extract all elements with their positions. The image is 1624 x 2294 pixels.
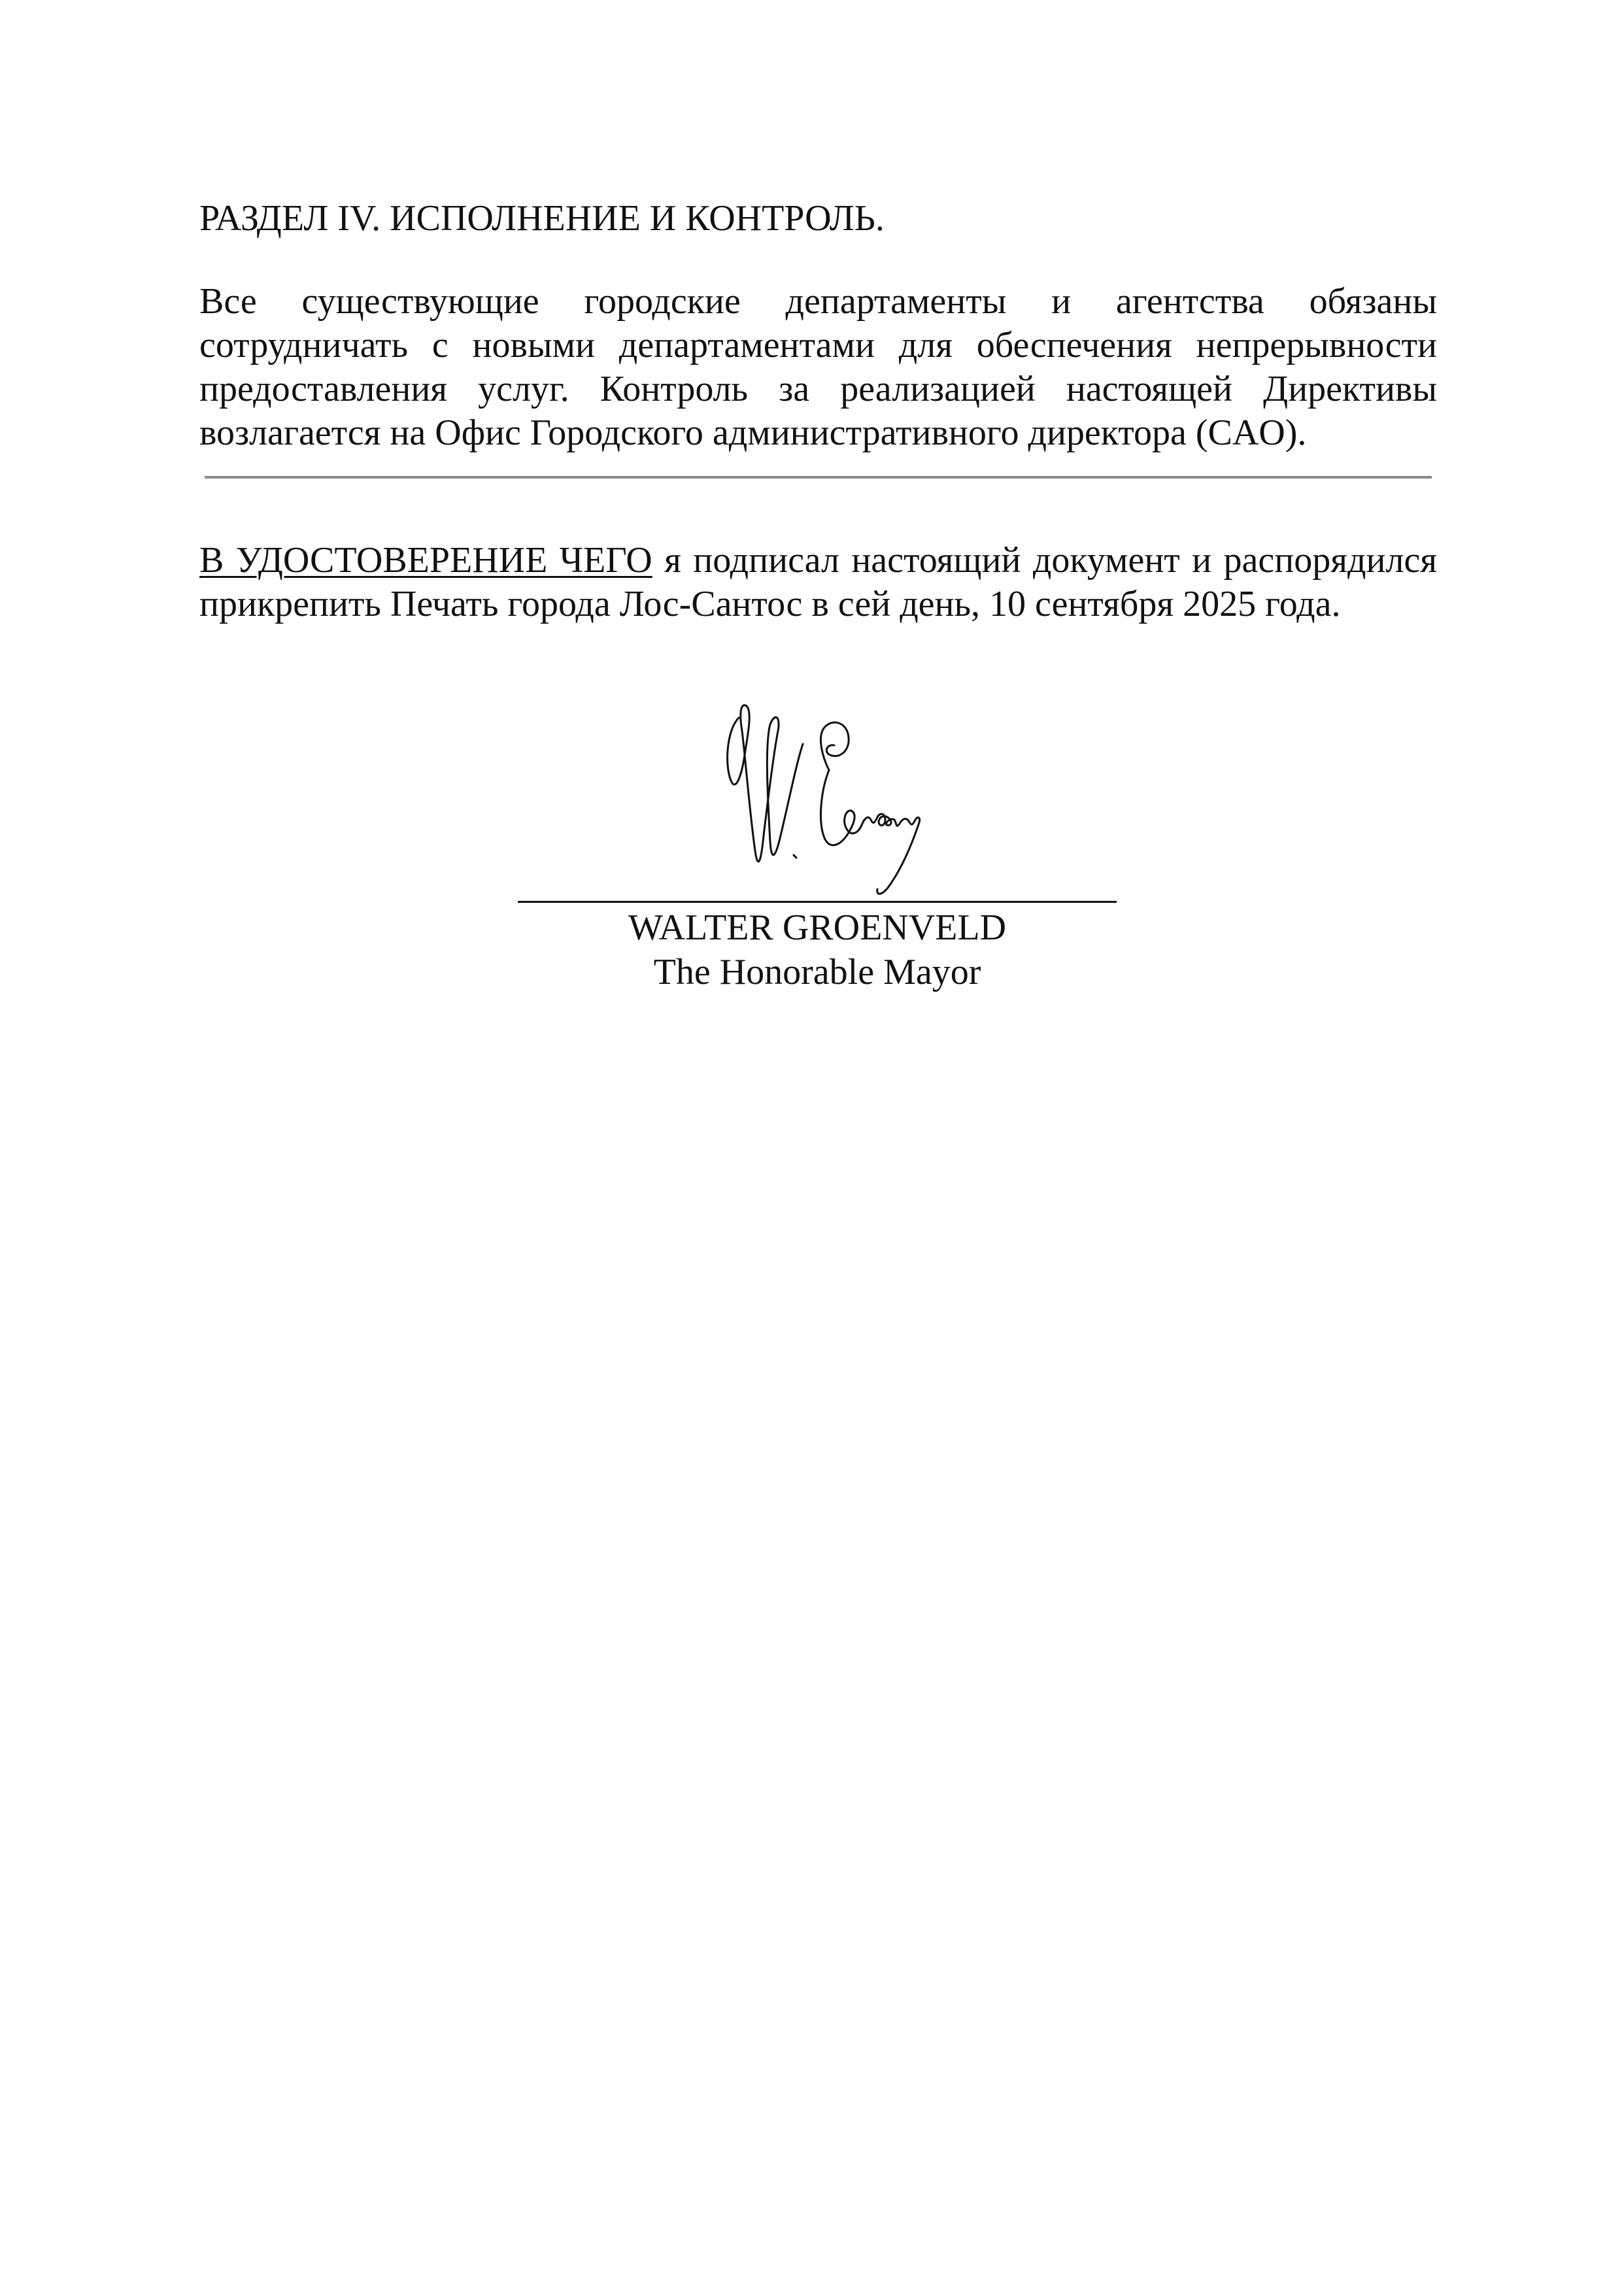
witness-clause [199,539,1437,626]
signer-name: WALTER GROENVELD [628,907,1007,948]
witness-lead: В УДОСТОВЕРЕНИЕ ЧЕГО [199,540,652,581]
signature-line [518,901,1117,903]
section-body: Все существующие городские департаменты и агентства обязаны сотрудничать с новыми департаментами для обеспечения непрерывности предоставления услуг. Контроль за реализацией настоящей Директивы возлагается на Офис Городского административного директора (CAO). [199,281,1437,453]
horizontal-divider [205,476,1432,479]
document-content [199,196,1437,626]
handwritten-signature [713,692,922,901]
section-heading: РАЗДЕЛ IV. ИСПОЛНЕНИЕ И КОНТРОЛЬ. [199,198,885,239]
witness-text: я подписал настоящий документ и распорядился прикрепить Печать города Лос-Сантос в сей день, 10 сентября 2025 года. [199,540,1437,624]
signer-title: The Honorable Mayor [653,952,981,992]
